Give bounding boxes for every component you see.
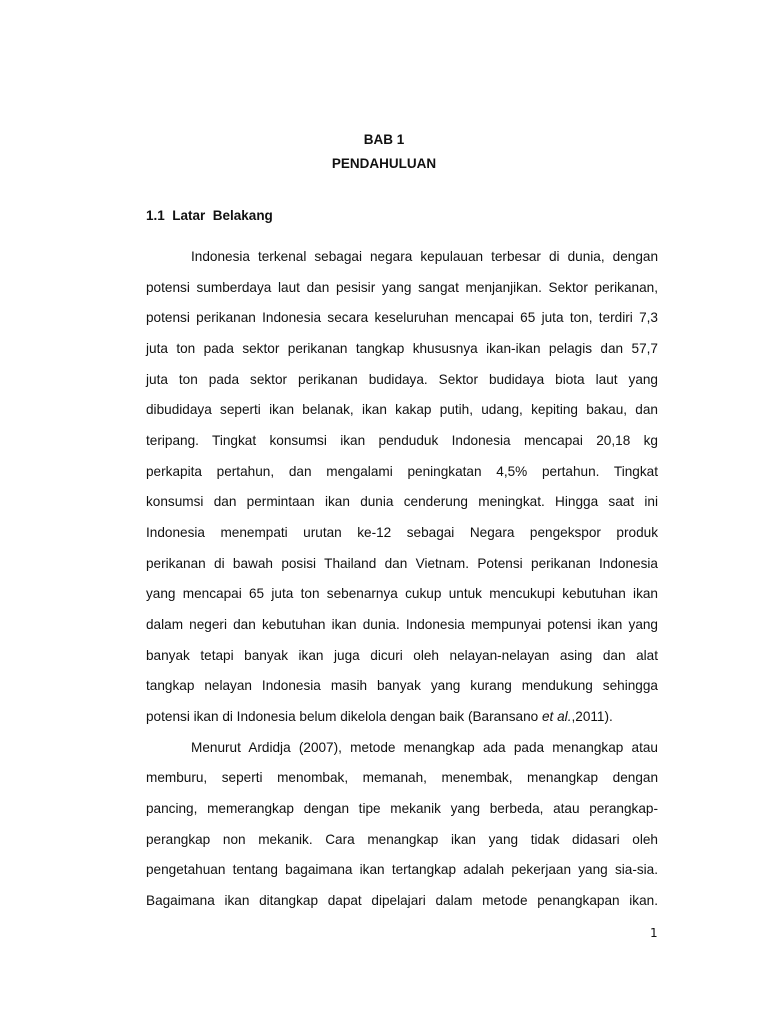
- text-line: Indonesia terkenal sebagai negara kepulauan terbesar di dunia, dengan: [191, 249, 658, 264]
- text-line: Bagaimana ikan ditangkap dapat dipelajari dalam metode penangkapan ikan.: [146, 893, 658, 908]
- text-line: dalam negeri dan kebutuhan ikan dunia. Indonesia mempunyai potensi ikan yang: [146, 617, 658, 632]
- citation-line: [146, 707, 658, 727]
- text-line: perkapita pertahun, dan mengalami peningkatan 4,5% pertahun. Tingkat: [146, 464, 658, 479]
- citation-text: potensi ikan di Indonesia belum dikelola dengan baik (Baransano: [146, 709, 542, 724]
- text-line: yang mencapai 65 juta ton sebenarnya cukup untuk mencukupi kebutuhan ikan: [146, 586, 658, 601]
- citation-year: ,2011).: [571, 709, 613, 724]
- text-line: dibudidaya seperti ikan belanak, ikan kakap putih, udang, kepiting bakau, dan: [146, 402, 658, 417]
- text-line: konsumsi dan permintaan ikan dunia cenderung meningkat. Hingga saat ini: [146, 494, 658, 509]
- chapter-title: PENDAHULUAN: [331, 156, 437, 171]
- text-line: juta ton pada sektor perikanan tangkap khususnya ikan-ikan pelagis dan 57,7: [146, 341, 658, 356]
- section-heading: 1.1 Latar Belakang: [146, 208, 273, 223]
- text-line: Indonesia menempati urutan ke-12 sebagai Negara pengekspor produk: [146, 525, 658, 540]
- text-line: banyak tetapi banyak ikan juga dicuri oleh nelayan-nelayan asing dan alat: [146, 648, 658, 663]
- text-line: perikanan di bawah posisi Thailand dan Vietnam. Potensi perikanan Indonesia: [146, 556, 658, 571]
- text-line: potensi sumberdaya laut dan pesisir yang sangat menjanjikan. Sektor perikanan,: [146, 280, 658, 295]
- text-line: perangkap non mekanik. Cara menangkap ikan yang tidak didasari oleh: [146, 832, 658, 847]
- text-line: tangkap nelayan Indonesia masih banyak yang kurang mendukung sehingga: [146, 678, 658, 693]
- page-number: 1: [650, 926, 658, 940]
- text-line: juta ton pada sektor perikanan budidaya. Sektor budidaya biota laut yang: [146, 372, 658, 387]
- text-line: Menurut Ardidja (2007), metode menangkap ada pada menangkap atau: [191, 740, 658, 755]
- text-line: pancing, memerangkap dengan tipe mekanik yang berbeda, atau perangkap-: [146, 801, 658, 816]
- citation-italic: et al.: [542, 709, 572, 724]
- text-line: potensi perikanan Indonesia secara keseluruhan mencapai 65 juta ton, terdiri 7,3: [146, 310, 658, 325]
- text-line: pengetahuan tentang bagaimana ikan tertangkap adalah pekerjaan yang sia-sia.: [146, 862, 658, 877]
- text-line: memburu, seperti menombak, memanah, menembak, menangkap dengan: [146, 770, 658, 785]
- chapter-number: BAB 1: [363, 132, 405, 147]
- text-line: teripang. Tingkat konsumsi ikan penduduk Indonesia mencapai 20,18 kg: [146, 433, 658, 448]
